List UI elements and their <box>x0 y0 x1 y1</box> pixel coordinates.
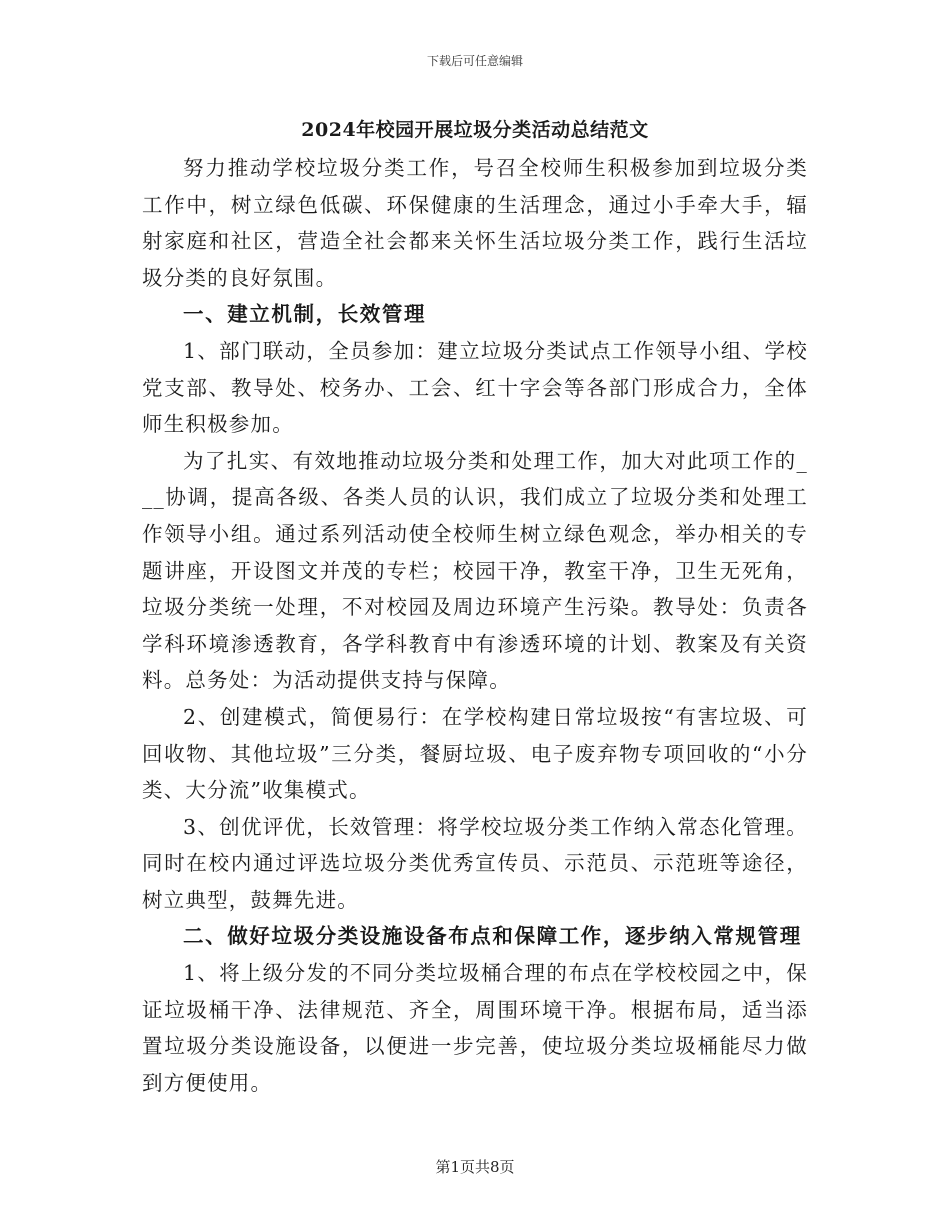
document-title: 2024年校园开展垃圾分类活动总结范文 <box>301 119 649 141</box>
section-heading-1: 一、建立机制，长效管理 <box>183 302 427 327</box>
document-body <box>142 150 808 1101</box>
paragraph-1-3: 3、创优评优，长效管理：将学校垃圾分类工作纳入常态化管理。同时在校内通过评选垃圾分类优秀宣传员、示范员、示范班等途径，树立典型，鼓舞先进。 <box>142 814 808 912</box>
page-footer: 第1页共8页 <box>435 1158 515 1176</box>
paragraph-2-1: 1、将上级分发的不同分类垃圾桶合理的布点在学校校园之中，保证垃圾桶干净、法律规范、齐全，周围环境干净。根据布局，适当添置垃圾分类设施设备，以便进一步完善，使垃圾分类垃圾桶能尽力做到方便使用。 <box>142 961 808 1095</box>
paragraph-1-detail: 为了扎实、有效地推动垃圾分类和处理工作，加大对此项工作的___协调，提高各级、各类人员的认识，我们成立了垃圾分类和处理工作领导小组。通过系列活动使全校师生树立绿色观念，举办相关的专题讲座，开设图文并茂的专栏；校园干净，教室干净，卫生无死角，垃圾分类统一处理，不对校园及周边环境产生污染。教导处：负责各学科环境渗透教育，各学科教育中有渗透环境的计划、教案及有关资料。总务处：为活动提供支持与保障。 <box>142 448 808 693</box>
intro-paragraph: 努力推动学校垃圾分类工作，号召全校师生积极参加到垃圾分类工作中，树立绿色低碳、环保健康的生活理念，通过小手牵大手，辐射家庭和社区，营造全社会都来关怀生活垃圾分类工作，践行生活垃圾分类的良好氛围。 <box>142 156 808 290</box>
paragraph-1-1: 1、部门联动，全员参加：建立垃圾分类试点工作领导小组、学校党支部、教导处、校务办、工会、红十字会等各部门形成合力，全体师生积极参加。 <box>142 338 808 437</box>
paragraph-1-2: 2、创建模式，简便易行：在学校构建日常垃圾按“有害垃圾、可回收物、其他垃圾”三分类，餐厨垃圾、电子废弃物专项回收的“小分类、大分流”收集模式。 <box>142 704 808 803</box>
header-note: 下载后可任意编辑 <box>426 54 523 68</box>
section-heading-2: 二、做好垃圾分类设施设备布点和保障工作，逐步纳入常规管理 <box>183 924 802 949</box>
